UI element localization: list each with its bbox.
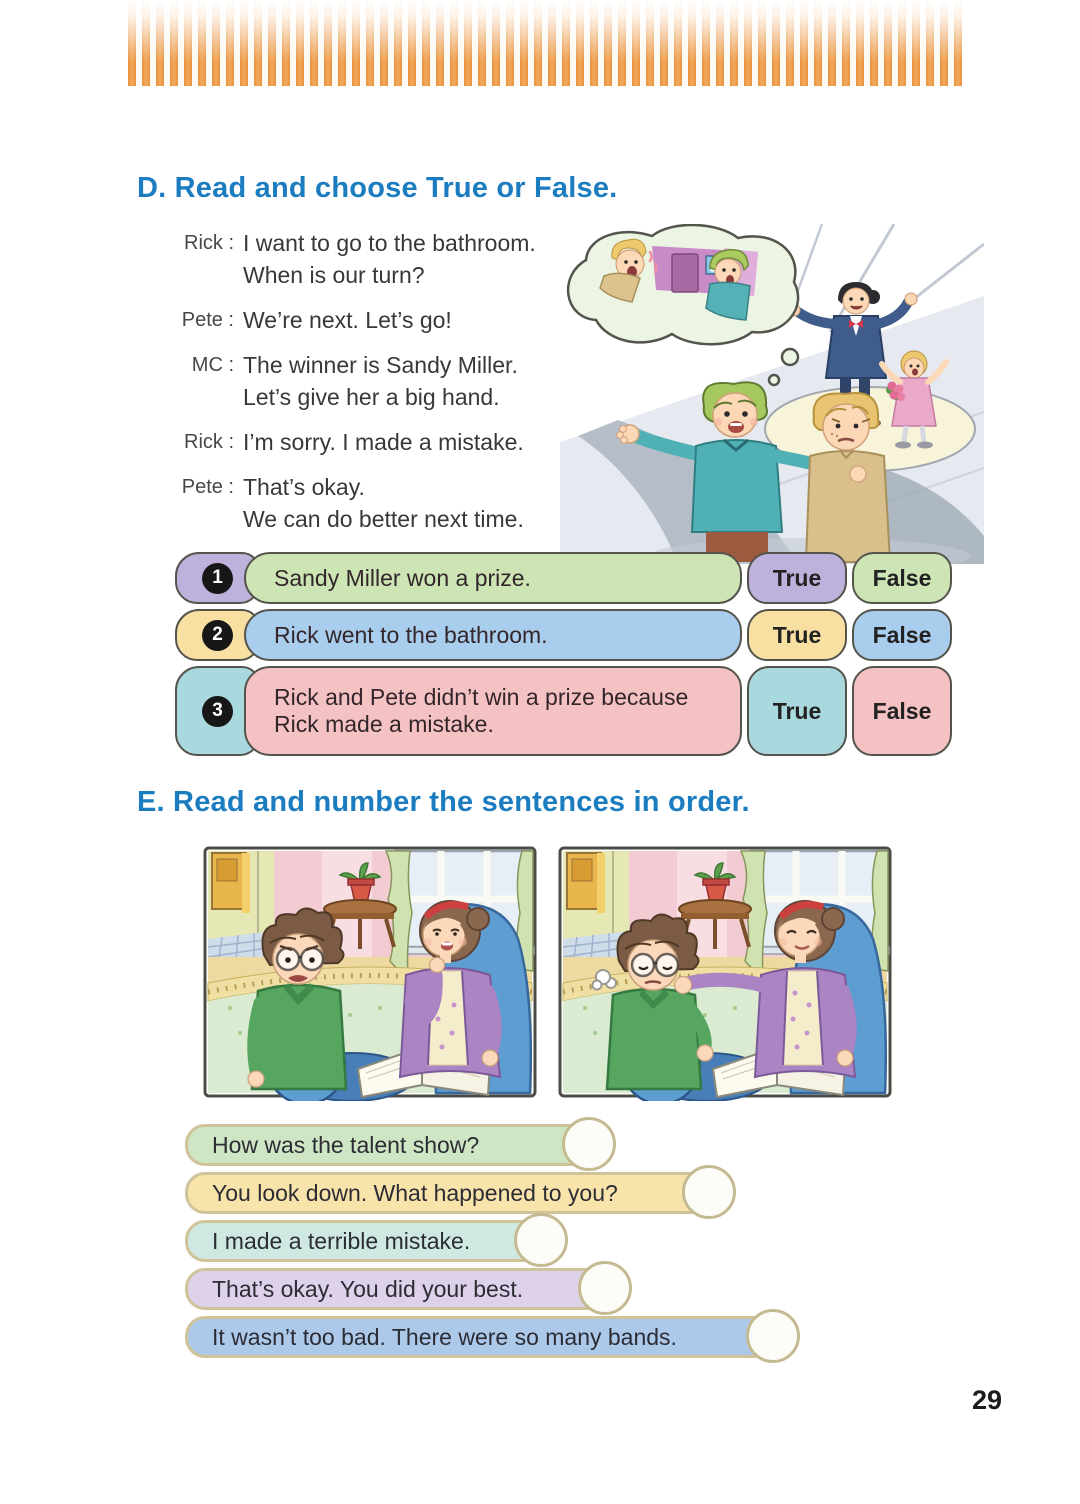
- sentence-strip: [185, 1220, 565, 1262]
- speaker-label: Rick :: [184, 232, 234, 254]
- true-false-table: [175, 552, 952, 761]
- false-button[interactable]: False: [852, 609, 952, 661]
- dialogue-line: The winner is Sandy Miller.: [243, 352, 518, 378]
- section-d-heading: D. Read and choose True or False.: [137, 172, 618, 204]
- dialogue-block: [148, 227, 578, 548]
- false-button[interactable]: False: [852, 552, 952, 604]
- striped-banner-decoration: [128, 0, 962, 86]
- speaker-label: Pete :: [181, 309, 234, 331]
- statement-number-badge: 3: [202, 696, 233, 727]
- dialogue-turn: [148, 426, 578, 458]
- answer-circle[interactable]: [562, 1117, 616, 1171]
- sentence-strip: [185, 1316, 797, 1358]
- statement-row: [175, 552, 952, 604]
- sentence-text: It wasn’t too bad. There were so many bands.: [212, 1324, 677, 1350]
- talent-show-illustration: [560, 224, 984, 564]
- speaker-label: Pete :: [181, 476, 234, 498]
- dialogue-line: Let’s give her a big hand.: [243, 384, 500, 410]
- dialogue-line: When is our turn?: [243, 262, 425, 288]
- dialogue-line: We can do better next time.: [243, 506, 524, 532]
- true-button[interactable]: True: [747, 552, 847, 604]
- statement-text: Rick and Pete didn’t win a prize because Rick made a mistake.: [244, 666, 742, 756]
- dialogue-line: We’re next. Let’s go!: [243, 307, 452, 333]
- scene-illustrations: [200, 843, 895, 1101]
- statement-text: Rick went to the bathroom.: [244, 609, 742, 661]
- false-button[interactable]: False: [852, 666, 952, 756]
- statement-number-badge: 2: [202, 620, 233, 651]
- section-e-heading: E. Read and number the sentences in order.: [137, 786, 750, 818]
- dialogue-turn: [148, 349, 578, 413]
- dialogue-turn: [148, 304, 578, 336]
- boy-figure: [248, 908, 346, 1089]
- dialogue-line: I want to go to the bathroom.: [243, 230, 536, 256]
- answer-circle[interactable]: [514, 1213, 568, 1267]
- thought-bubble: [568, 225, 798, 385]
- answer-circle[interactable]: [682, 1165, 736, 1219]
- dialogue-line: I’m sorry. I made a mistake.: [243, 429, 524, 455]
- sentence-ordering-list: [185, 1124, 797, 1364]
- sentence-strip: [185, 1124, 613, 1166]
- dialogue-turn: [148, 471, 578, 535]
- dialogue-line: That’s okay.: [243, 474, 365, 500]
- true-button[interactable]: True: [747, 666, 847, 756]
- answer-circle[interactable]: [578, 1261, 632, 1315]
- dialogue-turn: [148, 227, 578, 291]
- statement-row: [175, 666, 952, 756]
- statement-row: [175, 609, 952, 661]
- answer-circle[interactable]: [746, 1309, 800, 1363]
- sentence-text: That’s okay. You did your best.: [212, 1276, 524, 1302]
- rick-figure: [806, 393, 890, 562]
- speaker-label: Rick :: [184, 431, 234, 453]
- sentence-text: How was the talent show?: [212, 1132, 480, 1158]
- sentence-strip: [185, 1172, 733, 1214]
- sentence-strip: [185, 1268, 629, 1310]
- sentence-text: I made a terrible mistake.: [212, 1228, 471, 1254]
- scene-1-illustration: [200, 843, 540, 1101]
- true-button[interactable]: True: [747, 609, 847, 661]
- page-number: 29: [972, 1385, 1003, 1415]
- statement-number-badge: 1: [202, 563, 233, 594]
- sentence-text: You look down. What happened to you?: [212, 1180, 618, 1206]
- statement-text: Sandy Miller won a prize.: [244, 552, 742, 604]
- speaker-label: MC :: [191, 354, 234, 376]
- scene-2-illustration: [555, 843, 895, 1101]
